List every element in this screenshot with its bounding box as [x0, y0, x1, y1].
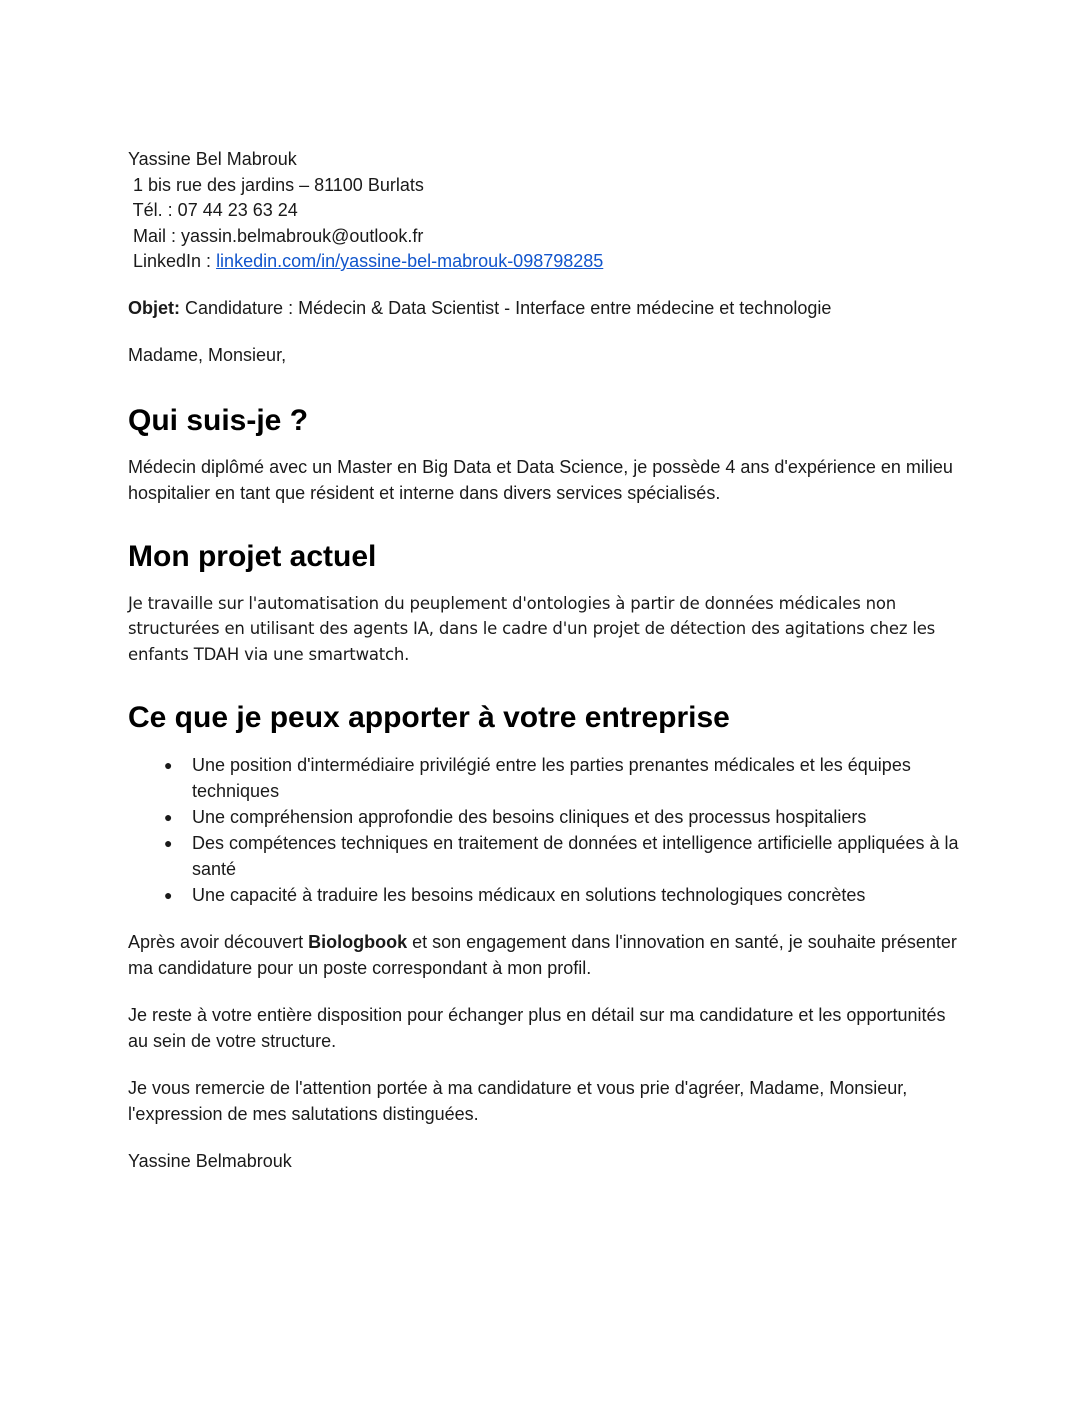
list-item-text: Une compréhension approfondie des besoins cliniques et des processus hospitaliers: [192, 807, 867, 827]
list-item: [128, 882, 968, 908]
list-item: [128, 830, 968, 882]
bullet-icon: ●: [164, 809, 173, 825]
list-item: [128, 752, 968, 804]
apres-after: et son engagement dans l'innovation en santé, je souhaite présenter ma candidature pour un poste correspondant à mon profil.: [128, 932, 957, 978]
object-text: Candidature : Médecin & Data Scientist - Interface entre médecine et technologie: [180, 297, 832, 318]
sender-block: [128, 147, 968, 275]
heading-apporter: Ce que je peux apporter à votre entreprise: [128, 701, 730, 734]
greeting: Madame, Monsieur,: [128, 344, 287, 365]
linkedin-label: LinkedIn :: [128, 251, 217, 271]
paragraph-reste: Je reste à votre entière disposition pour échanger plus en détail sur ma candidature et les opportunités au sein de votre structure.: [128, 1005, 946, 1051]
object-line: [128, 295, 968, 321]
sender-phone: Tél. : 07 44 23 63 24: [128, 200, 298, 220]
heading-projet-actuel: Mon projet actuel: [128, 539, 377, 573]
paragraph-qui-suis-je: Médecin diplômé avec un Master en Big Data et Data Science, je possède 4 ans d'expérience en milieu hospitalier en tant que résident et interne dans divers services spécialisés.: [128, 456, 953, 503]
paragraph-projet-actuel: Je travaille sur l'automatisation du peuplement d'ontologies à partir de données médicales non structurées en utilisant des agents IA, dans le cadre d'un projet de détection des agitations chez les enfants TDAH via une smartwatch.: [128, 593, 936, 664]
letter-body: [128, 147, 968, 1174]
object-label: Objet:: [128, 297, 180, 318]
apres-before: Après avoir découvert: [128, 932, 309, 952]
sender-address: 1 bis rue des jardins – 81100 Burlats: [128, 174, 424, 195]
list-item-text: Une capacité à traduire les besoins médicaux en solutions technologiques concrètes: [192, 885, 866, 905]
paragraph-apres: [128, 929, 968, 981]
bullet-icon: ●: [164, 835, 173, 851]
list-item-text: Une position d'intermédiaire privilégié entre les parties prenantes médicales et les équipes techniques: [192, 755, 911, 801]
paragraph-remercie: Je vous remercie de l'attention portée à ma candidature et vous prie d'agréer, Madame, Monsieur, l'expression de mes salutations distinguées.: [128, 1078, 908, 1124]
bullet-icon: ●: [164, 887, 173, 903]
bullet-icon: ●: [164, 757, 173, 773]
sender-mail: Mail : yassin.belmabrouk@outlook.fr: [128, 225, 424, 246]
signature: Yassine Belmabrouk: [128, 1151, 292, 1171]
sender-name: Yassine Bel Mabrouk: [128, 149, 297, 169]
list-item-text: Des compétences techniques en traitement de données et intelligence artificielle appliquées à la santé: [192, 833, 959, 879]
linkedin-link[interactable]: linkedin.com/in/yassine-bel-mabrouk-098798285: [216, 251, 604, 271]
company-name: Biologbook: [308, 932, 408, 952]
sender-linkedin: [128, 249, 968, 275]
heading-qui-suis-je: Qui suis-je ?: [128, 403, 309, 437]
benefits-list: [128, 752, 968, 908]
list-item: [128, 804, 968, 830]
